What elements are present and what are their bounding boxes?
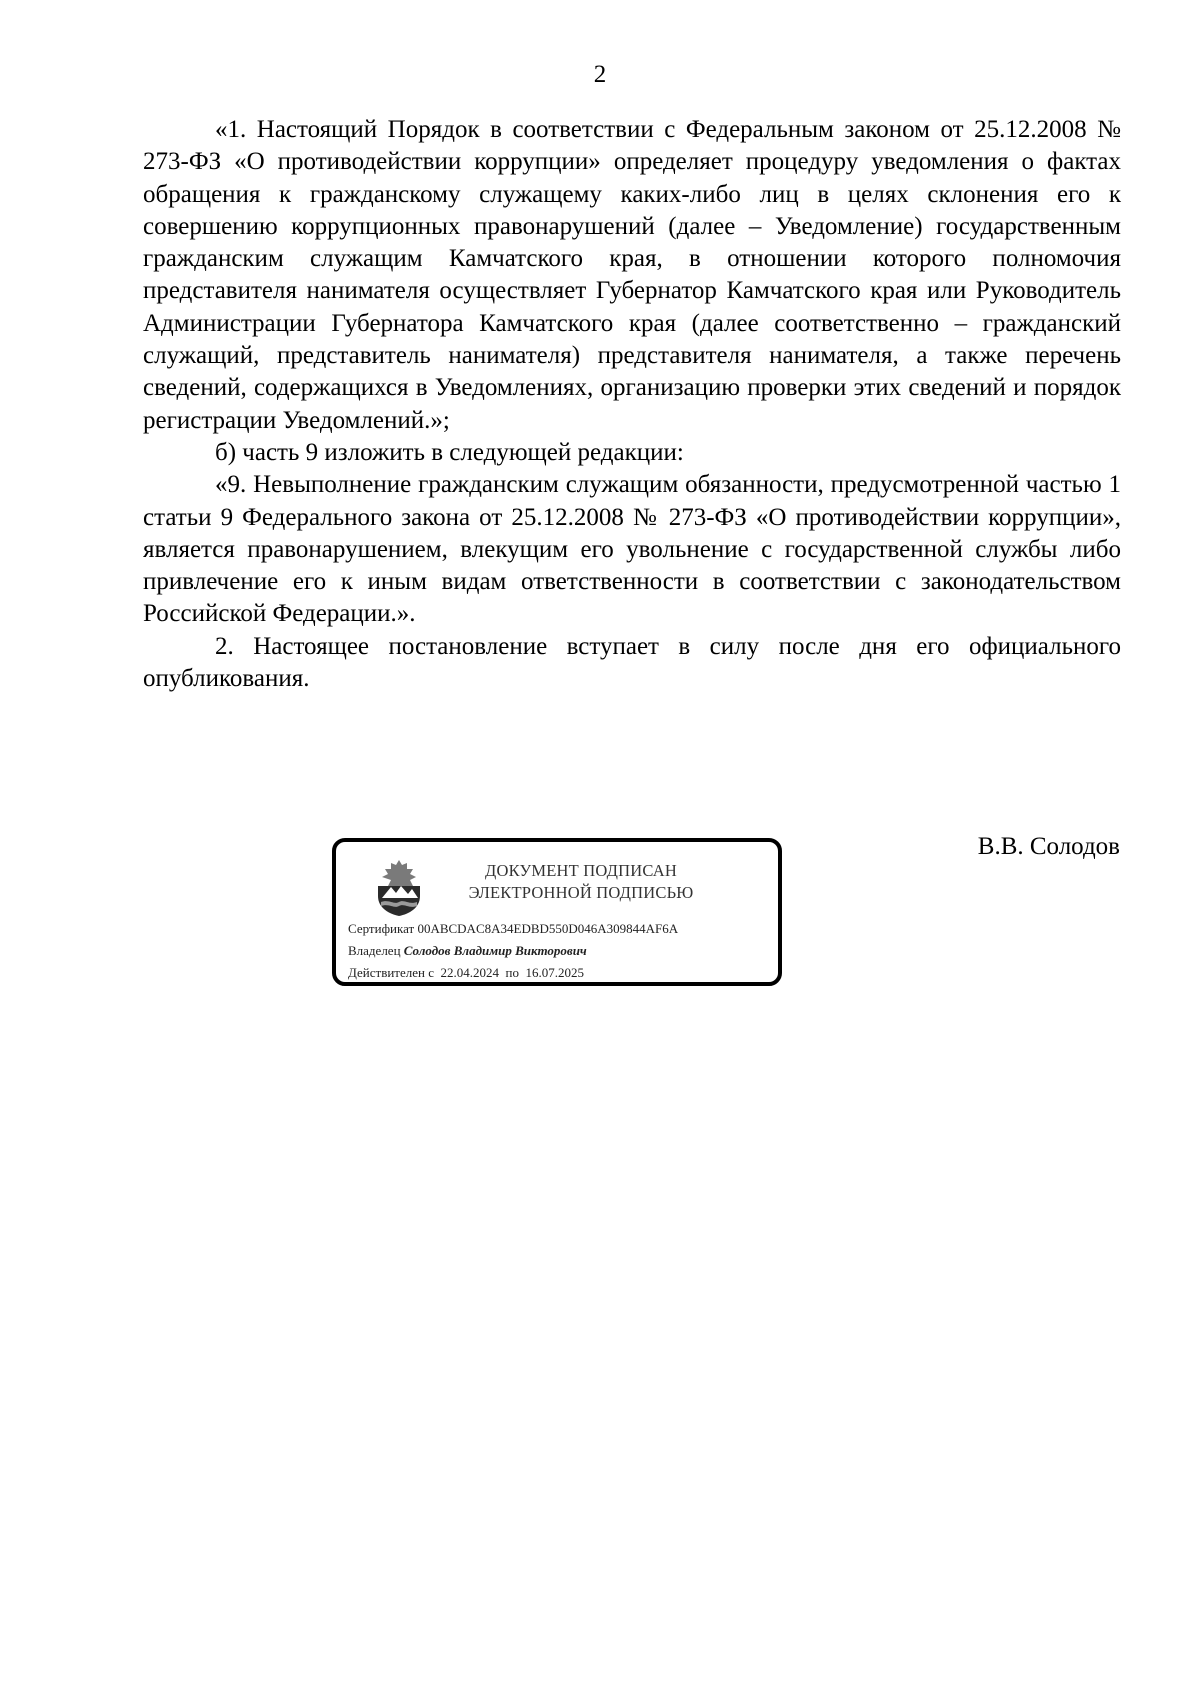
stamp-heading-line1: ДОКУМЕНТ ПОДПИСАН [485, 861, 677, 880]
valid-to-label: по [505, 965, 519, 980]
stamp-heading [436, 860, 726, 904]
owner-value: Солодов Владимир Викторович [403, 943, 587, 958]
owner-label: Владелец [348, 943, 401, 958]
paragraph-procedure-clause-1: «1. Настоящий Порядок в соответствии с Федеральным законом от 25.12.2008 № 273-ФЗ «О противодействии коррупции» определяет процедуру уведомления о фактах обращения к гражданскому служащему каких-либо лиц в целях склонения его к совершению коррупционных правонарушений (далее – Уведомление) государственным гражданским служащим Камчатского края, в отношении которого полномочия представителя нанимателя осуществляет Губернатор Камчатского края или Руководитель Администрации Губернатора Камчатского края (далее соответственно – гражданский служащий, представитель нанимателя) представителя нанимателя, а также перечень сведений, содержащихся в Уведомлениях, организацию проверки этих сведений и порядок регистрации Уведомлений.»; [143, 116, 1121, 434]
stamp-certificate-row [348, 918, 778, 940]
signatory-name: В.В. Солодов [977, 833, 1120, 860]
valid-from: 22.04.2024 [440, 965, 499, 980]
electronic-signature-stamp [332, 838, 782, 986]
stamp-owner-row [348, 940, 778, 962]
certificate-value: 00ABCDAC8A34EDBD550D046A309844AF6A [417, 921, 679, 936]
kamchatka-coat-of-arms-icon [374, 856, 424, 916]
stamp-heading-line2: ЭЛЕКТРОННОЙ ПОДПИСЬЮ [468, 883, 694, 902]
stamp-validity-row [348, 962, 778, 984]
valid-label: Действителен с [348, 965, 434, 980]
valid-to: 16.07.2025 [525, 965, 584, 980]
stamp-details [348, 918, 778, 984]
page-number: 2 [593, 61, 607, 88]
paragraph-procedure-clause-9: «9. Невыполнение гражданским служащим обязанности, предусмотренной частью 1 статьи 9 Федерального закона от 25.12.2008 № 273-ФЗ «О противодействии коррупции», является правонарушением, влекущим его увольнение с государственной службы либо привлечение его к иным видам ответственности в соответствии с законодательством Российской Федерации.». [143, 471, 1121, 628]
paragraph-entry-into-force: 2. Настоящее постановление вступает в силу после дня его официального опубликования. [143, 632, 1121, 693]
document-body [143, 114, 1121, 695]
paragraph-amendment-part-9-intro: б) часть 9 изложить в следующей редакции: [215, 438, 684, 466]
certificate-label: Сертификат [348, 921, 415, 936]
